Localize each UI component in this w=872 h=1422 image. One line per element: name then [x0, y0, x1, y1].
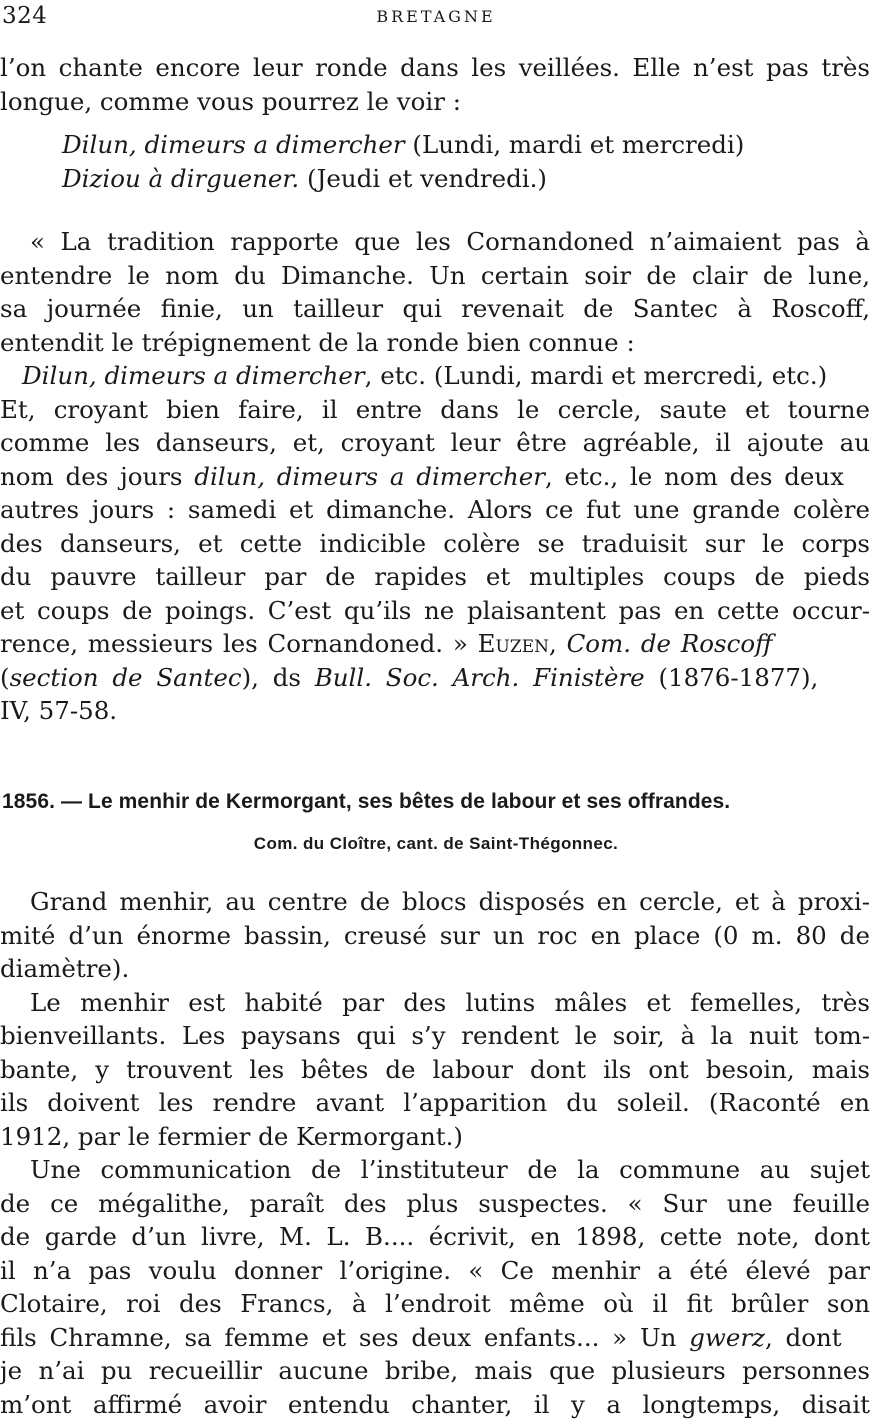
- text-line: je n’ai pu recueillir aucune bribe, mais que plusieurs personnes: [0, 1356, 870, 1385]
- text-line: [0, 1321, 870, 1355]
- italic-fragment: dilun, dimeurs a dimercher: [194, 461, 545, 491]
- text-fragment: (: [0, 662, 10, 692]
- text-line: [0, 661, 870, 695]
- verse-italic: Dilun, dimeurs a dimercher: [62, 130, 405, 159]
- text-line: bienveillants. Les paysans qui s’y rendent le soir, à la nuit tom-: [0, 1021, 870, 1050]
- text-fragment: rence, messieurs les Cornandoned. »: [0, 629, 478, 658]
- verse-line: [0, 128, 870, 162]
- text-line: entendre le nom du Dimanche. Un certain soir de clair de lune,: [0, 260, 870, 290]
- entry-location: Com. du Cloître, cant. de Saint-Thégonnec.: [253, 834, 619, 853]
- running-head: [0, 2, 872, 30]
- page-number: 324: [2, 3, 48, 29]
- text-fragment: fils Chramne, sa femme et ses deux enfants... » Un: [0, 1322, 690, 1352]
- text-line: l’on chante encore leur ronde dans les veillées. Elle n’est pas très: [0, 53, 870, 82]
- text-fragment: ,: [548, 629, 567, 658]
- text-line: sa journée finie, un tailleur qui revenait de Santec à Roscoff,: [0, 294, 870, 323]
- text-fragment: ), ds: [241, 662, 315, 692]
- text-fragment: , dont: [764, 1322, 842, 1352]
- verse-italic: Diziou à dirguener.: [62, 163, 300, 193]
- text-fragment: nom des jours: [0, 461, 195, 491]
- text-line: [0, 460, 870, 494]
- verse-translation: (Lundi, mardi et mercredi): [404, 130, 745, 159]
- text-line: des danseurs, et cette indicible colère se traduisit sur le corps: [0, 528, 870, 558]
- text-line: mité d’un énorme bassin, creusé sur un roc en place (0 m. 80 de: [0, 920, 870, 950]
- text-line: Grand menhir, au centre de blocs disposés en cercle, et à proxi-: [30, 887, 870, 916]
- text-line: comme les danseurs, et, croyant leur être agréable, il ajoute au: [0, 428, 870, 457]
- text-line: Clotaire, roi des Francs, à l’endroit même où il fit brûler son: [0, 1289, 870, 1318]
- text-line: IV, 57-58.: [0, 696, 118, 725]
- text-line: [0, 627, 870, 661]
- text-line: du pauvre tailleur par de rapides et multiples coups de pieds: [0, 562, 870, 591]
- text-line: bante, y trouvent les bêtes de labour dont ils ont besoin, mais: [0, 1054, 870, 1084]
- author-name: Euzen: [477, 629, 549, 658]
- text-line: Le menhir est habité par des lutins mâles et femelles, très: [30, 987, 870, 1017]
- citation-years: (1876-1877),: [644, 662, 819, 692]
- text-line: il n’a pas voulu donner l’origine. « Ce menhir a été élevé par: [0, 1255, 870, 1285]
- section-2-text: [0, 885, 870, 1421]
- text-line: diamètre).: [0, 954, 130, 983]
- running-title: BRETAGNE: [376, 7, 496, 26]
- text-line: m’ont affirmé avoir entendu chanter, il y a longtemps, disait: [0, 1389, 870, 1419]
- section-1-text: [0, 51, 870, 728]
- text-line: [0, 359, 870, 393]
- quoted-verse: Dilun, dimeurs a dimercher: [22, 361, 365, 390]
- text-line: autres jours : samedi et dimanche. Alors ce fut une grande colère: [0, 495, 870, 524]
- entry-heading: 1856. — Le menhir de Kermorgant, ses bêtes de labour et ses offrandes.: [2, 790, 731, 813]
- text-line: longue, comme vous pourrez le voir :: [0, 86, 461, 116]
- citation-title: Com. de Roscoff: [566, 629, 773, 658]
- text-line: « La tradition rapporte que les Cornandoned n’aimaient pas à: [30, 227, 870, 256]
- citation-journal: Bull. Soc. Arch. Finistère: [314, 662, 645, 692]
- verse-line: [0, 162, 870, 196]
- text-line: et coups de poings. C’est qu’ils ne plaisantent pas en cette occur-: [0, 595, 870, 625]
- text-line: de garde d’un livre, M. L. B.... écrivit, en 1898, cette note, dont: [0, 1222, 870, 1251]
- text-line: 1912, par le fermier de Kermorgant.): [0, 1121, 463, 1151]
- text-fragment: , etc., le nom des deux: [544, 461, 844, 491]
- text-line: ils doivent les rendre avant l’apparition du soleil. (Raconté en: [0, 1088, 870, 1117]
- text-line: Et, croyant bien faire, il entre dans le cercle, saute et tourne: [0, 394, 870, 424]
- text-line: entendit le trépignement de la ronde bien connue :: [0, 327, 635, 357]
- text-line: de ce mégalithe, paraît des plus suspectes. « Sur une feuille: [0, 1188, 870, 1218]
- entry-heading-block: [0, 788, 872, 856]
- verse-translation: (Jeudi et vendredi.): [299, 163, 547, 193]
- text-line: Une communication de l’instituteur de la commune au sujet: [30, 1155, 870, 1184]
- quoted-verse-translation: , etc. (Lundi, mardi et mercredi, etc.): [364, 361, 828, 390]
- italic-term: gwerz: [689, 1322, 765, 1352]
- citation-section: section de Santec: [9, 662, 242, 692]
